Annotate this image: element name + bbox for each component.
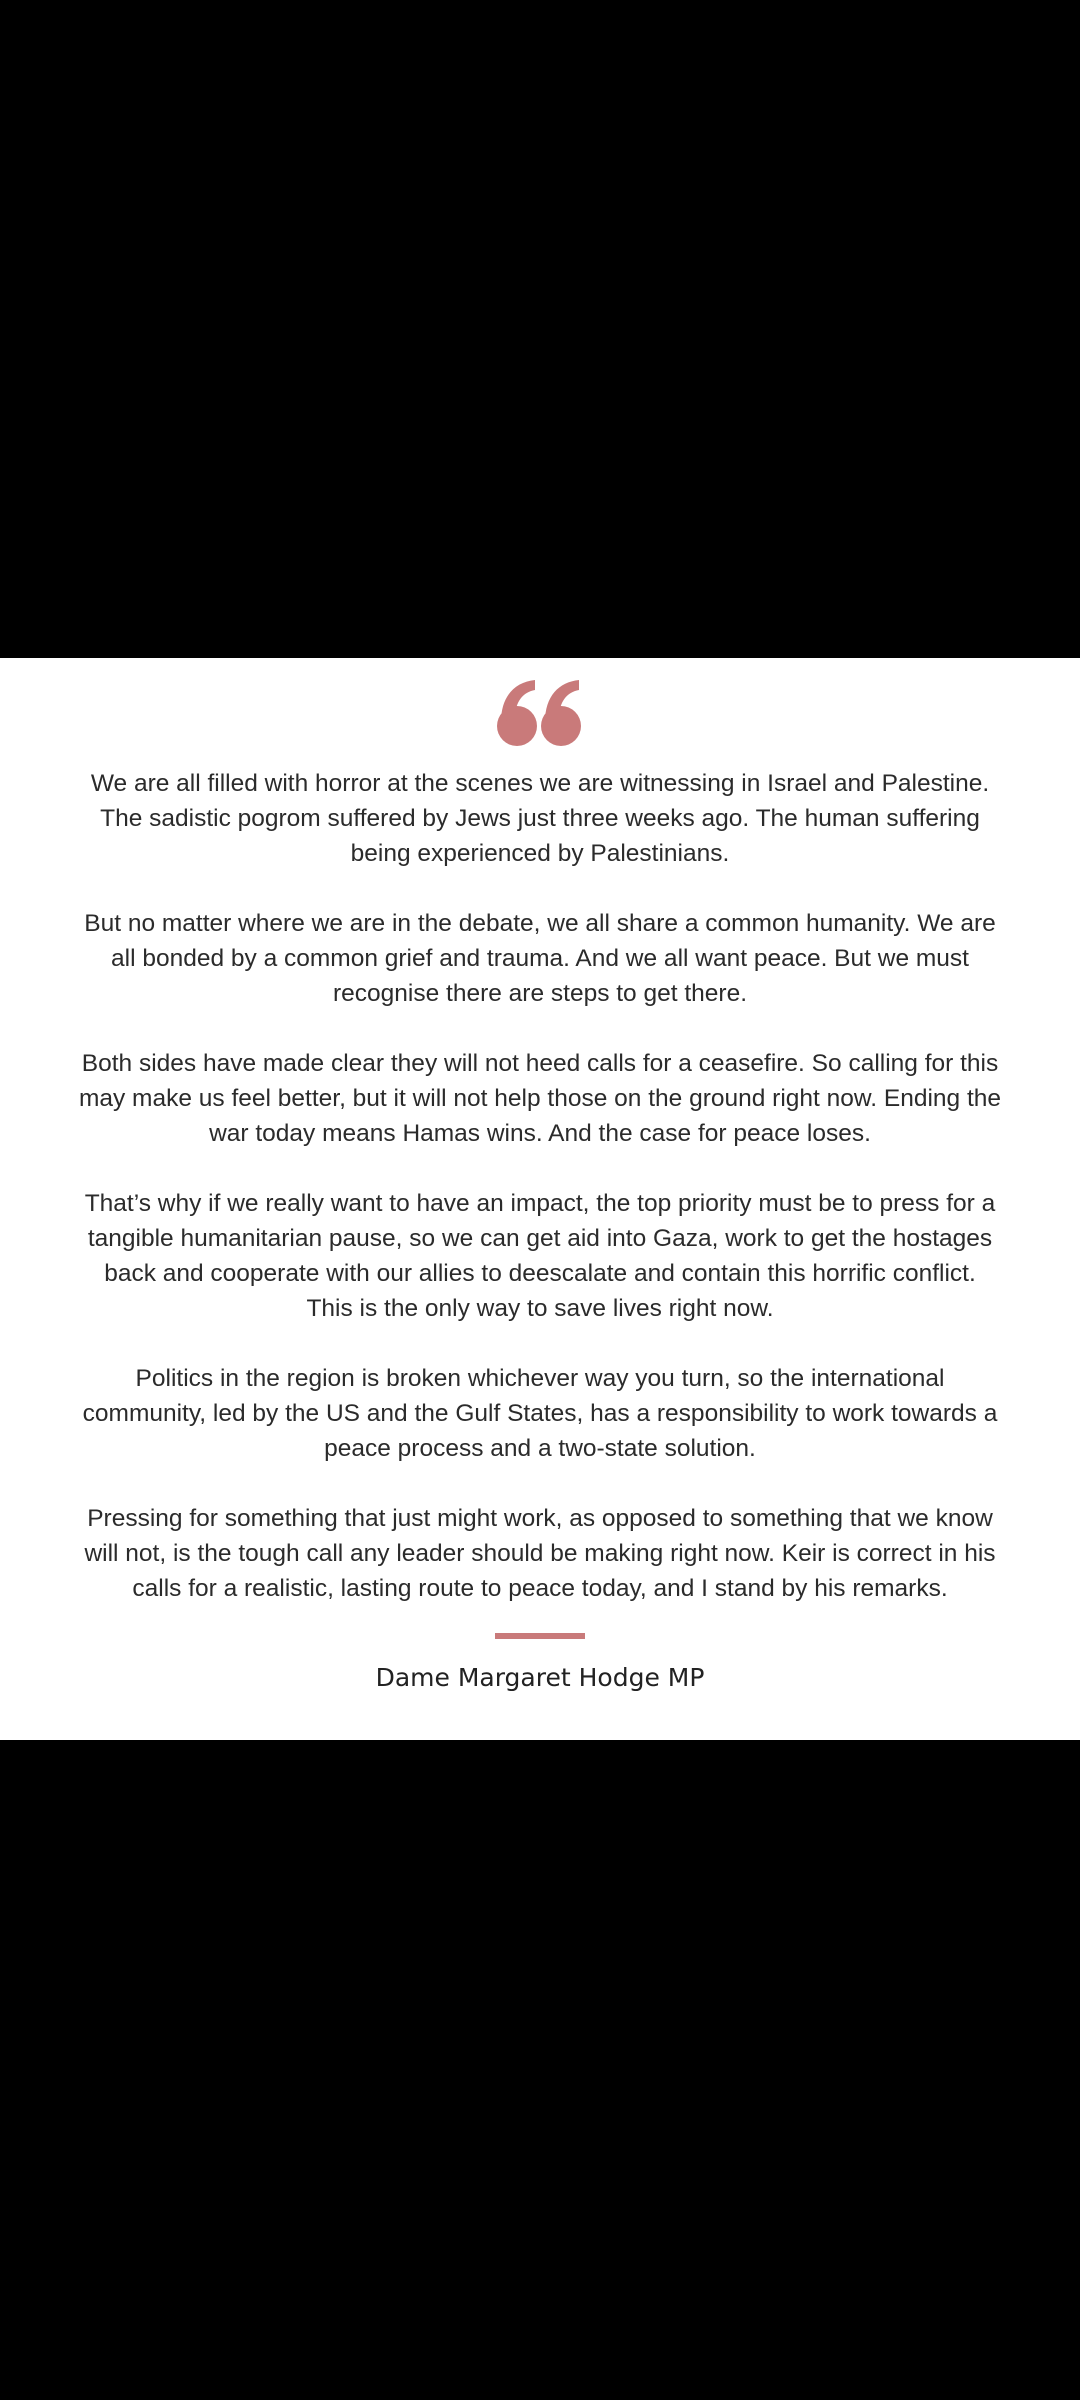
- quote-paragraph-5: Politics in the region is broken whichever way you turn, so the international community, led by the US and the Gulf States, has a responsibility to work towards a peace process and a two-state solution.: [82, 1365, 998, 1462]
- quote-paragraph-6: Pressing for something that just might work, as opposed to something that we know will not, is the tough call any leader should be making right now. Keir is correct in his calls for a realistic, lasting route to peace today, and I stand by his remarks.: [84, 1505, 996, 1602]
- quote-paragraph-2: But no matter where we are in the debate, we all share a common humanity. We are all bonded by a common grief and trauma. And we all want peace. But we must recognise there are steps to get there.: [84, 910, 996, 1007]
- quote-paragraph-4: That’s why if we really want to have an impact, the top priority must be to press for a tangible humanitarian pause, so we can get aid into Gaza, work to get the hostages back and cooperate with our allies to deescalate and contain this horrific conflict. This is the only way to save lives right now.: [84, 1190, 996, 1322]
- open-quote-icon: [0, 678, 1080, 758]
- signature-divider: [495, 1633, 585, 1639]
- quote-card: [0, 658, 1080, 1740]
- quote-author: Dame Margaret Hodge MP: [375, 1663, 705, 1692]
- quote-paragraph-3: Both sides have made clear they will not heed calls for a ceasefire. So calling for this may make us feel better, but it will not help those on the ground right now. Ending the war today means Hamas wins. And the case for peace loses.: [78, 1050, 1002, 1147]
- quote-body: [78, 766, 1002, 1606]
- quote-paragraph-1: We are all filled with horror at the scenes we are witnessing in Israel and Palestine. The sadistic pogrom suffered by Jews just three weeks ago. The human suffering being experienced by Palestinians.: [90, 770, 990, 867]
